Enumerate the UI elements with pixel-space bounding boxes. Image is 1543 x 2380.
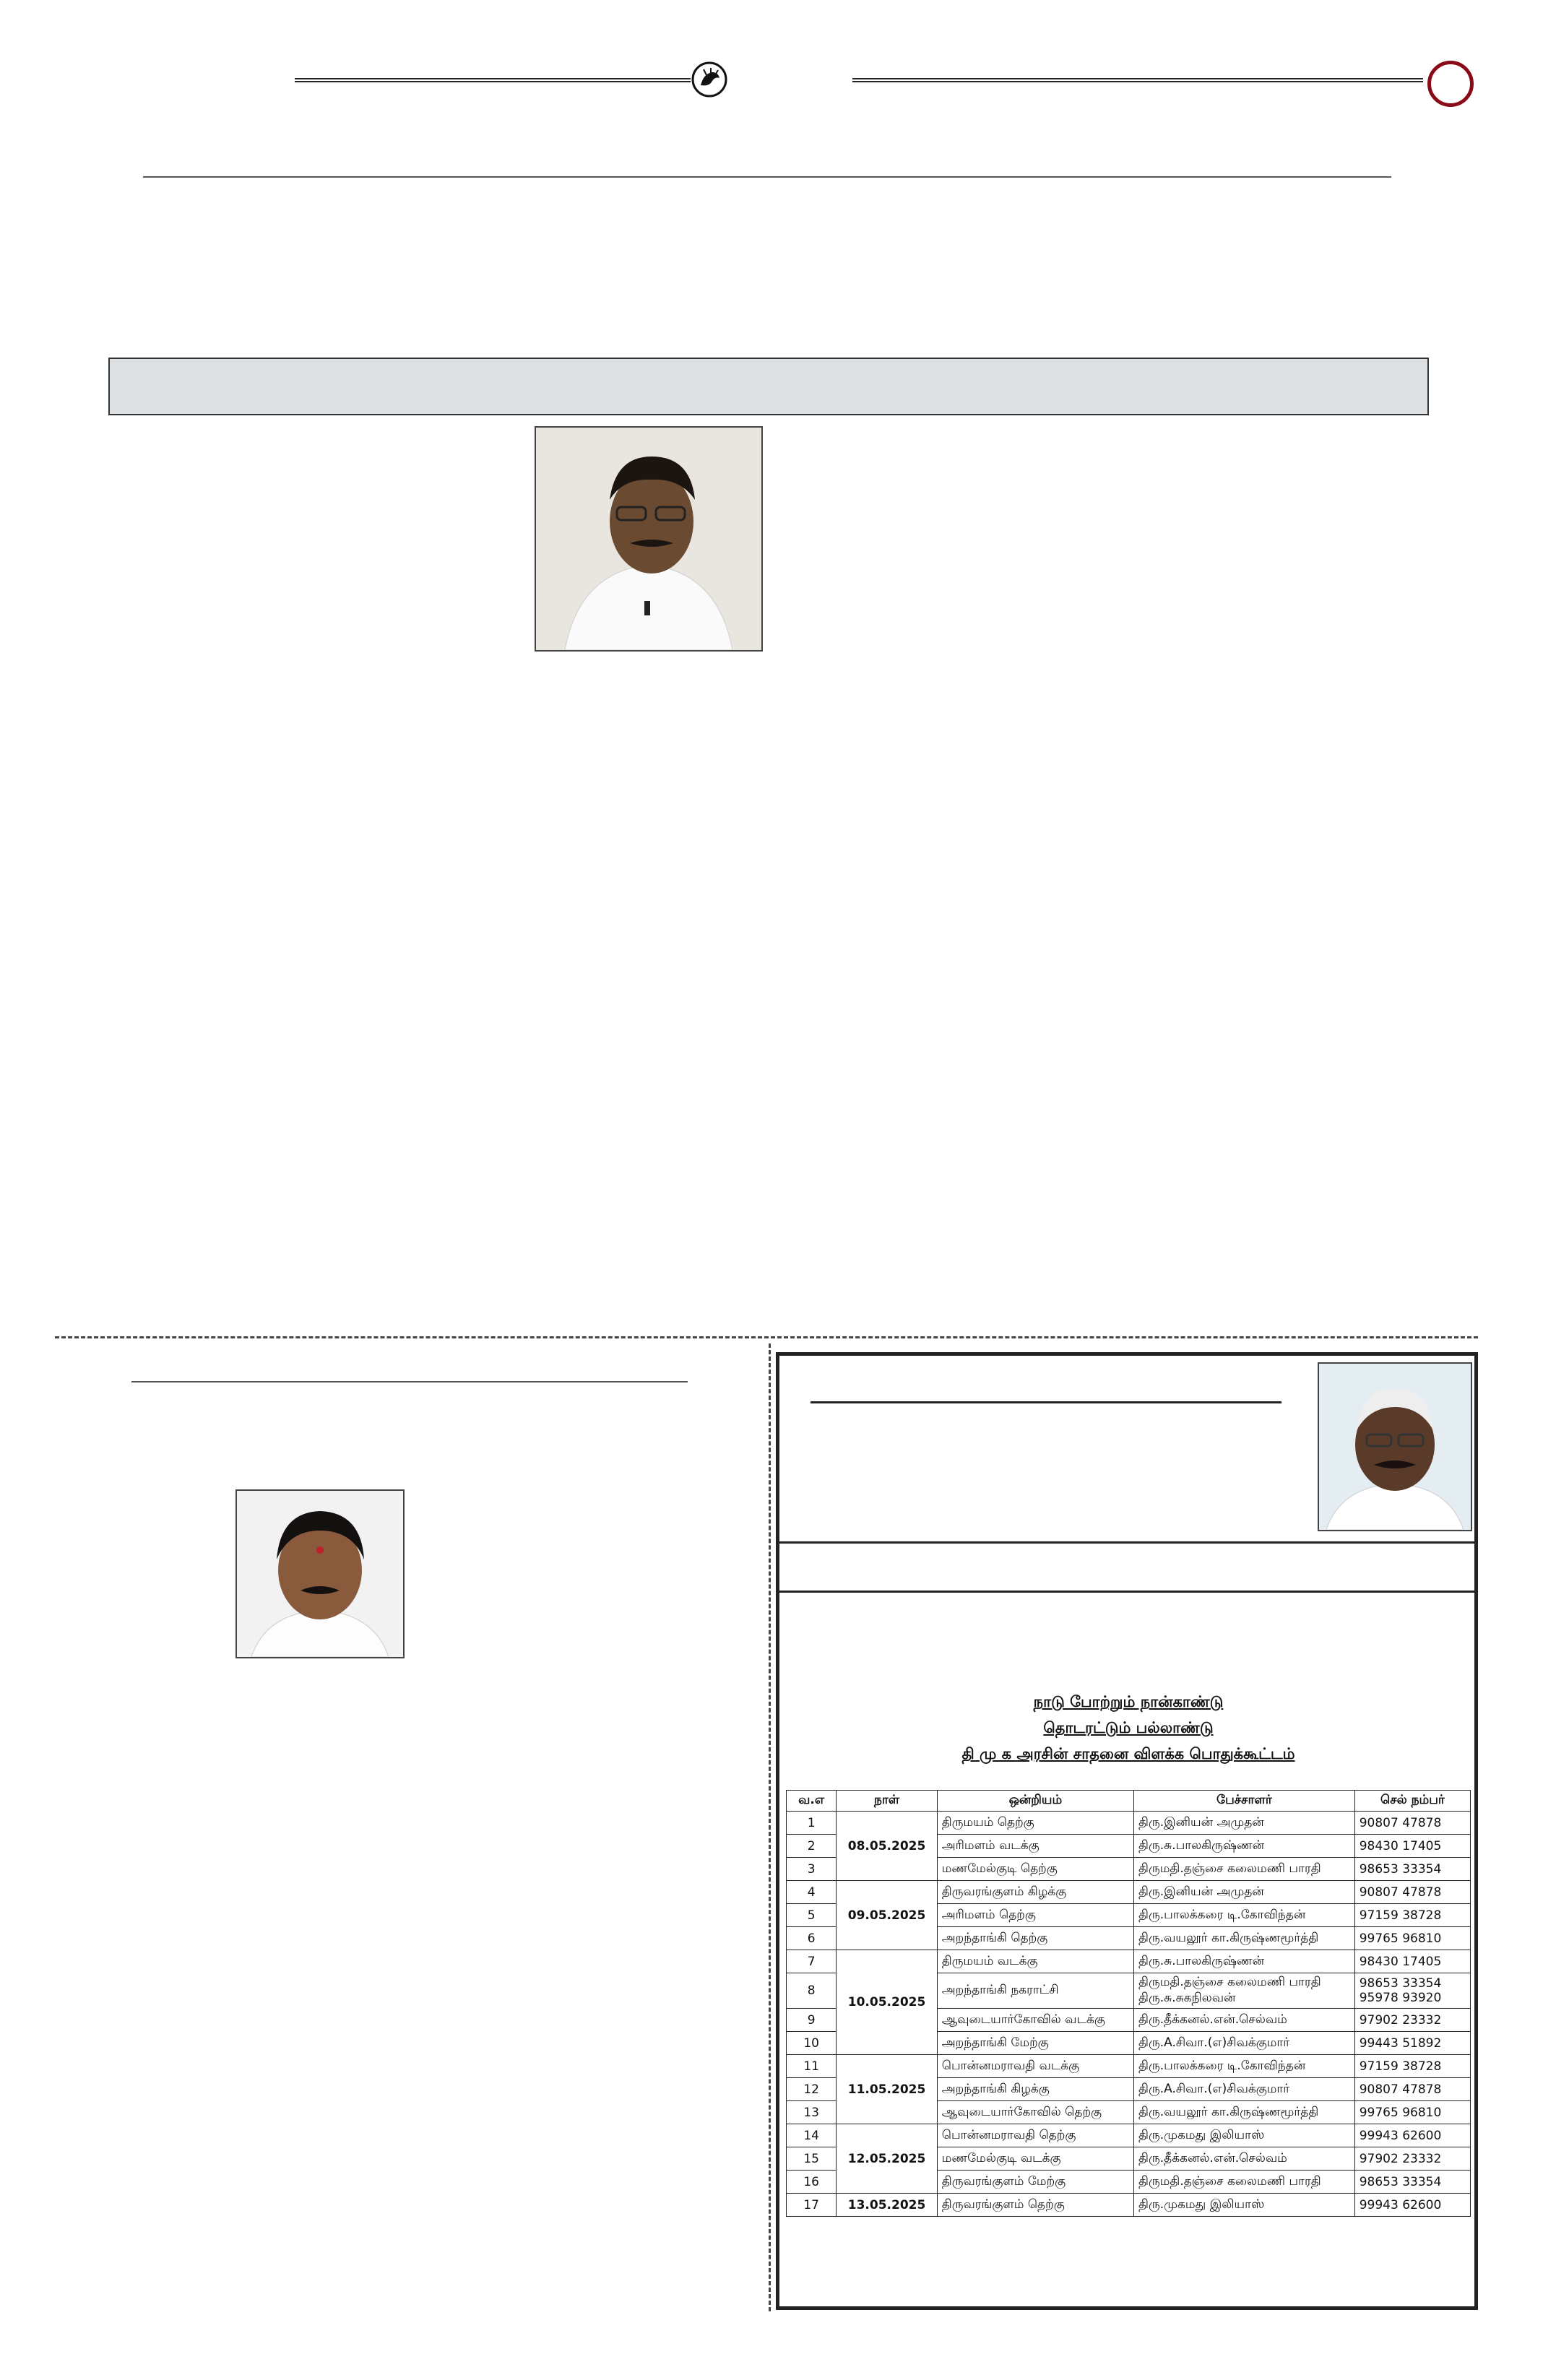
cell-serial: 3 [787, 1858, 837, 1881]
cell-phone: 99765 96810 [1354, 2101, 1470, 2124]
cell-union: அரிமளம் வடக்கு [937, 1835, 1133, 1858]
cell-speaker: திரு.A.சிவா.(எ)சிவக்குமார் [1134, 2032, 1355, 2055]
cell-speaker: திரு.வயலூர் கா.கிருஷ்ணமூர்த்தி [1134, 1927, 1355, 1950]
cell-serial: 17 [787, 2194, 837, 2217]
cell-phone: 99943 62600 [1354, 2194, 1470, 2217]
cell-serial: 8 [787, 1973, 837, 2009]
page-number-badge [1427, 61, 1474, 107]
table-row [787, 1950, 1471, 1973]
cell-speaker: திரு.பாலக்கரை டி.கோவிந்தன் [1134, 2055, 1355, 2078]
cell-union: ஆவுடையார்கோவில் வடக்கு [937, 2009, 1133, 2032]
cell-date: 13.05.2025 [837, 2194, 937, 2217]
cell-speaker: திரு.இனியன் அமுதன் [1134, 1812, 1355, 1835]
cell-speaker [1134, 1973, 1355, 2009]
cell-phone [1354, 1973, 1470, 2009]
cell-serial: 4 [787, 1881, 837, 1904]
table-header-row [787, 1791, 1471, 1812]
cell-phone: 98430 17405 [1354, 1835, 1470, 1858]
cell-union: அறந்தாங்கி மேற்கு [937, 2032, 1133, 2055]
cell-serial: 5 [787, 1904, 837, 1927]
header-phone: செல் நம்பர் [1354, 1791, 1470, 1812]
top-leader-photo [535, 426, 763, 652]
cell-phone: 97902 23332 [1354, 2147, 1470, 2171]
phone-line: 98653 33354 [1359, 1976, 1442, 1991]
cell-speaker: திருமதி.தஞ்சை கலைமணி பாரதி [1134, 2171, 1355, 2194]
cell-phone: 99443 51892 [1354, 2032, 1470, 2055]
schedule-table-body [787, 1812, 1471, 2217]
cell-phone: 99765 96810 [1354, 1927, 1470, 1950]
cell-serial: 11 [787, 2055, 837, 2078]
cell-serial: 13 [787, 2101, 837, 2124]
box-leader-photo [1318, 1362, 1472, 1531]
cell-phone: 90807 47878 [1354, 2078, 1470, 2101]
cell-speaker: திரு.தீக்கனல்.என்.செல்வம் [1134, 2009, 1355, 2032]
speaker-line: திருமதி.தஞ்சை கலைமணி பாரதி [1138, 1975, 1321, 1989]
masthead-rule-right [852, 78, 1423, 82]
notice-box-divider-2 [779, 1591, 1475, 1593]
cell-speaker: திரு.முகமது இலியாஸ் [1134, 2124, 1355, 2147]
cell-phone: 98653 33354 [1354, 2171, 1470, 2194]
cell-serial: 15 [787, 2147, 837, 2171]
cell-speaker: திரு.பாலக்கரை டி.கோவிந்தன் [1134, 1904, 1355, 1927]
notice-box-title-rule [811, 1401, 1281, 1403]
header-union: ஒன்றியம் [937, 1791, 1133, 1812]
cell-union: மணமேல்குடி வடக்கு [937, 2147, 1133, 2171]
schedule-table-wrap [786, 1790, 1471, 2217]
cell-serial: 6 [787, 1927, 837, 1950]
cell-speaker: திரு.முகமது இலியாஸ் [1134, 2194, 1355, 2217]
cell-union: பொன்னமராவதி தெற்கு [937, 2124, 1133, 2147]
cell-date: 08.05.2025 [837, 1812, 937, 1881]
cell-phone: 90807 47878 [1354, 1881, 1470, 1904]
cell-union: பொன்னமராவதி வடக்கு [937, 2055, 1133, 2078]
cell-speaker: திரு.சு.பாலகிருஷ்ணன் [1134, 1950, 1355, 1973]
table-row [787, 2194, 1471, 2217]
cell-union: திருவரங்குளம் மேற்கு [937, 2171, 1133, 2194]
cell-serial: 14 [787, 2124, 837, 2147]
cell-serial: 7 [787, 1950, 837, 1973]
cell-serial: 1 [787, 1812, 837, 1835]
cell-union: அறந்தாங்கி நகராட்சி [937, 1973, 1133, 2009]
cell-serial: 12 [787, 2078, 837, 2101]
table-row [787, 1812, 1471, 1835]
cell-phone: 98653 33354 [1354, 1858, 1470, 1881]
cell-union: அரிமளம் தெற்கு [937, 1904, 1133, 1927]
masthead-rule-left [295, 78, 691, 82]
cell-union: அறந்தாங்கி கிழக்கு [937, 2078, 1133, 2101]
cell-speaker: திரு.தீக்கனல்.என்.செல்வம் [1134, 2147, 1355, 2171]
cell-date: 09.05.2025 [837, 1881, 937, 1950]
left-leader-photo [235, 1489, 405, 1658]
cell-union: ஆவுடையார்கோவில் தெற்கு [937, 2101, 1133, 2124]
cell-serial: 10 [787, 2032, 837, 2055]
table-row [787, 2055, 1471, 2078]
schedule-table [786, 1790, 1471, 2217]
section-divider-dashed [55, 1336, 1478, 1338]
cell-speaker: திரு.சு.பாலகிருஷ்ணன் [1134, 1835, 1355, 1858]
cell-serial: 9 [787, 2009, 837, 2032]
cell-union: மணமேல்குடி தெற்கு [937, 1858, 1133, 1881]
table-row [787, 1881, 1471, 1904]
cell-date: 11.05.2025 [837, 2055, 937, 2124]
notice-box-divider-1 [779, 1541, 1475, 1544]
header-serial: வ.எ [787, 1791, 837, 1812]
cell-speaker: திரு.வயலூர் கா.கிருஷ்ணமூர்த்தி [1134, 2101, 1355, 2124]
header-speaker: பேச்சாளர் [1134, 1791, 1355, 1812]
headline-banner [108, 358, 1429, 415]
cell-union: திருவரங்குளம் கிழக்கு [937, 1881, 1133, 1904]
cell-date: 12.05.2025 [837, 2124, 937, 2194]
phone-line: 95978 93920 [1359, 1991, 1442, 2005]
cell-phone: 90807 47878 [1354, 1812, 1470, 1835]
cell-union: அறந்தாங்கி தெற்கு [937, 1927, 1133, 1950]
cell-serial: 2 [787, 1835, 837, 1858]
notice-title-line2: தொடரட்டும் பல்லாண்டு [1043, 1719, 1214, 1736]
cell-date: 10.05.2025 [837, 1950, 937, 2055]
cell-phone: 99943 62600 [1354, 2124, 1470, 2147]
cell-serial: 16 [787, 2171, 837, 2194]
left-article-rule [131, 1381, 688, 1382]
cell-speaker: திருமதி.தஞ்சை கலைமணி பாரதி [1134, 1858, 1355, 1881]
cell-speaker: திரு.இனியன் அமுதன் [1134, 1881, 1355, 1904]
header-date: நாள் [837, 1791, 937, 1812]
cell-phone: 97159 38728 [1354, 2055, 1470, 2078]
cell-phone: 98430 17405 [1354, 1950, 1470, 1973]
cell-phone: 97159 38728 [1354, 1904, 1470, 1927]
cell-phone: 97902 23332 [1354, 2009, 1470, 2032]
section-rule-top [143, 176, 1391, 178]
notice-title-line3: தி மு க அரசின் சாதனை விளக்க பொதுக்கூட்டம் [961, 1745, 1295, 1762]
column-divider-dashed [769, 1343, 771, 2311]
rising-sun-emblem-icon [691, 61, 728, 98]
table-row [787, 2124, 1471, 2147]
cell-union: திருமயம் வடக்கு [937, 1950, 1133, 1973]
speaker-line: திரு.சு.சுகநிலவன் [1138, 1991, 1236, 2005]
cell-union: திருமயம் தெற்கு [937, 1812, 1133, 1835]
notice-title-line1: நாடு போற்றும் நான்காண்டு [1033, 1693, 1224, 1710]
cell-union: திருவரங்குளம் தெற்கு [937, 2194, 1133, 2217]
cell-speaker: திரு.A.சிவா.(எ)சிவக்குமார் [1134, 2078, 1355, 2101]
